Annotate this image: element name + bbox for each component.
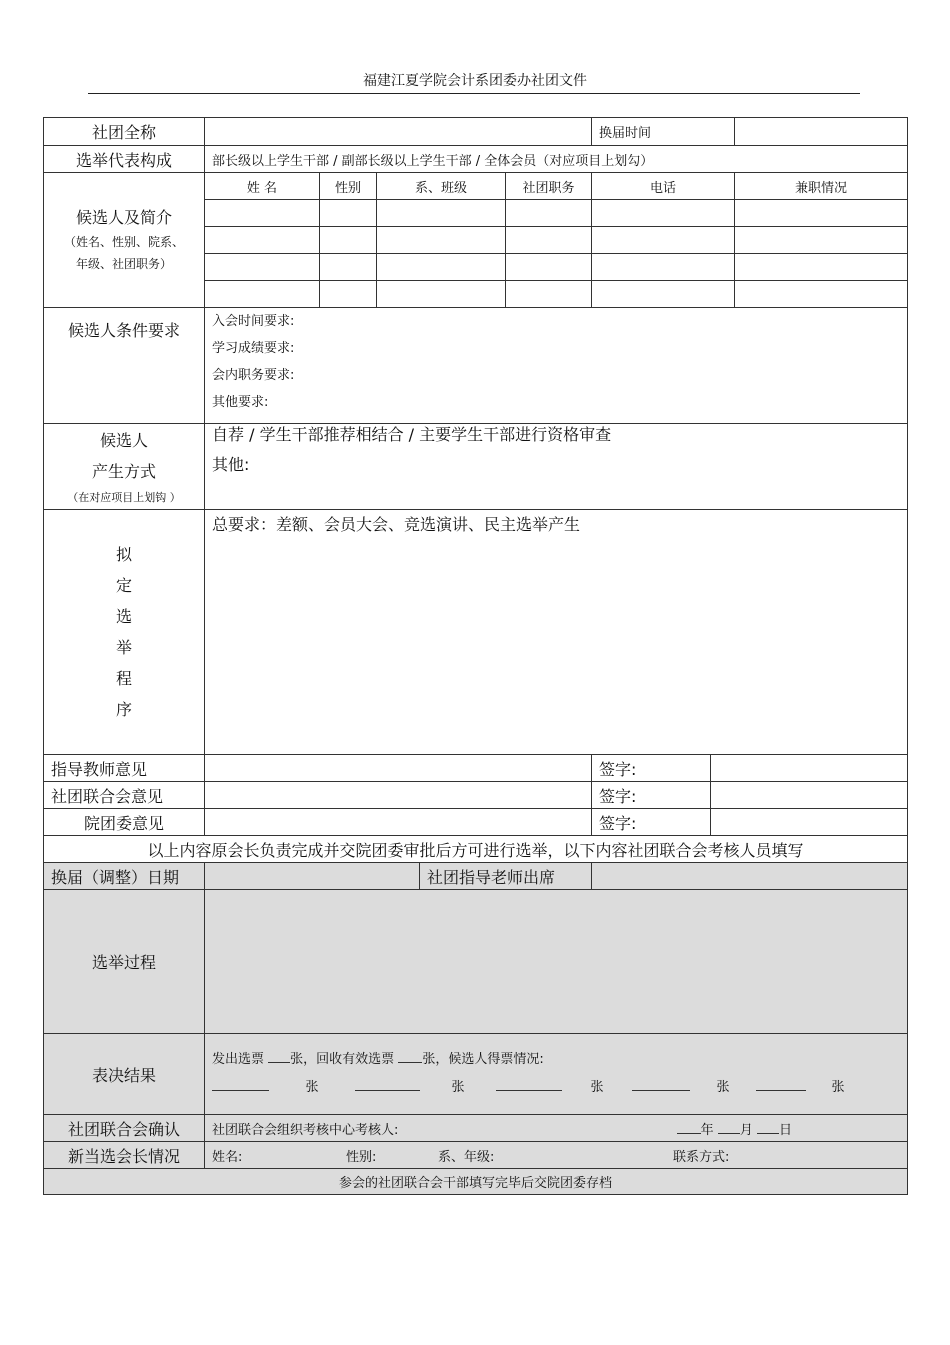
proc-char: 拟 bbox=[115, 545, 132, 564]
cell[interactable] bbox=[205, 200, 320, 227]
vote-blank[interactable] bbox=[268, 1048, 290, 1063]
vote-blank[interactable] bbox=[496, 1076, 562, 1091]
committee-opinion-label: 院团委意见 bbox=[44, 809, 205, 836]
vote-text: 发出选票 bbox=[212, 1052, 265, 1067]
cell[interactable] bbox=[506, 254, 592, 281]
confirm-text: 社团联合会组织考核中心考核人: bbox=[212, 1122, 399, 1138]
cell[interactable] bbox=[205, 281, 320, 308]
vote-blank[interactable] bbox=[355, 1076, 420, 1091]
committee-opinion-input[interactable] bbox=[205, 809, 592, 836]
cell[interactable] bbox=[735, 281, 908, 308]
vote-blank[interactable] bbox=[632, 1076, 690, 1091]
new-dept: 系、年级: bbox=[438, 1149, 495, 1165]
cond-item: 其他要求: bbox=[212, 395, 269, 410]
new-name: 姓名: bbox=[212, 1149, 243, 1165]
cell[interactable] bbox=[205, 227, 320, 254]
vote-label: 表决结果 bbox=[44, 1034, 205, 1115]
vote-unit: 张 bbox=[305, 1080, 319, 1095]
method-other: 其他: bbox=[212, 455, 250, 474]
cond-item: 学习成绩要求: bbox=[212, 341, 295, 356]
cell[interactable] bbox=[377, 281, 506, 308]
cell[interactable] bbox=[320, 200, 377, 227]
union-opinion-input[interactable] bbox=[205, 782, 592, 809]
term-time-label: 换届时间 bbox=[592, 118, 735, 146]
vote-unit: 张 bbox=[590, 1080, 604, 1095]
sign-label: 签字: bbox=[592, 755, 711, 782]
footer-note: 参会的社团联合会干部填写完毕后交院团委存档 bbox=[44, 1169, 908, 1195]
vote-line2 bbox=[212, 1074, 907, 1102]
vote-result[interactable] bbox=[205, 1034, 908, 1115]
date-label: 换届（调整）日期 bbox=[44, 863, 205, 890]
cond-items[interactable] bbox=[205, 308, 908, 424]
proc-char: 序 bbox=[115, 700, 132, 719]
cell[interactable] bbox=[320, 227, 377, 254]
vote-unit: 张 bbox=[451, 1080, 465, 1095]
procedure-label bbox=[44, 510, 205, 755]
proc-char: 定 bbox=[115, 576, 132, 595]
candidates-sub2: 年级、社团职务） bbox=[75, 257, 172, 271]
candidates-label: 候选人及简介 bbox=[75, 208, 172, 227]
sign-input[interactable] bbox=[711, 782, 908, 809]
header-divider bbox=[88, 93, 860, 94]
cell[interactable] bbox=[506, 281, 592, 308]
teacher-attend-input[interactable] bbox=[592, 863, 908, 890]
col-parttime: 兼职情况 bbox=[735, 173, 908, 200]
confirm-cell[interactable] bbox=[205, 1115, 908, 1142]
cell[interactable] bbox=[506, 227, 592, 254]
vote-line1 bbox=[212, 1046, 907, 1074]
col-position: 社团职务 bbox=[506, 173, 592, 200]
month-text: 月 bbox=[739, 1122, 753, 1138]
confirm-label: 社团联合会确认 bbox=[44, 1115, 205, 1142]
date-input[interactable] bbox=[205, 863, 420, 890]
method-options: 自荐 / 学生干部推荐相结合 / 主要学生干部进行资格审查 bbox=[212, 425, 612, 444]
vote-blank[interactable] bbox=[212, 1076, 269, 1091]
cond-label: 候选人条件要求 bbox=[44, 308, 205, 424]
month-blank[interactable] bbox=[718, 1119, 740, 1134]
cell[interactable] bbox=[320, 254, 377, 281]
procedure-text[interactable]: 总要求：差额、会员大会、竞选演讲、民主选举产生 bbox=[205, 510, 908, 755]
election-form bbox=[43, 117, 908, 1195]
union-opinion-label: 社团联合会意见 bbox=[44, 782, 205, 809]
vote-blank[interactable] bbox=[756, 1076, 806, 1091]
cell[interactable] bbox=[735, 254, 908, 281]
new-pres-cell[interactable] bbox=[205, 1142, 908, 1169]
vote-blank[interactable] bbox=[398, 1048, 422, 1063]
col-class: 系、班级 bbox=[377, 173, 506, 200]
method-label1: 候选人 bbox=[99, 430, 148, 450]
term-time-input[interactable] bbox=[735, 118, 908, 146]
proc-char: 程 bbox=[115, 669, 132, 688]
day-blank[interactable] bbox=[757, 1119, 779, 1134]
cond-item: 入会时间要求: bbox=[212, 314, 295, 329]
notice-text: 以上内容原会长负责完成并交院团委审批后方可进行选举，以下内容社团联合会考核人员填写 bbox=[44, 836, 908, 863]
col-phone: 电话 bbox=[592, 173, 735, 200]
col-name: 姓 名 bbox=[205, 173, 320, 200]
cell[interactable] bbox=[592, 200, 735, 227]
teacher-opinion-input[interactable] bbox=[205, 755, 592, 782]
year-text: 年 bbox=[700, 1122, 714, 1138]
cell[interactable] bbox=[592, 227, 735, 254]
sign-label: 签字: bbox=[592, 809, 711, 836]
document-header: 福建江夏学院会计系团委办社团文件 bbox=[363, 73, 587, 89]
col-gender: 性别 bbox=[320, 173, 377, 200]
cell[interactable] bbox=[506, 200, 592, 227]
proc-char: 举 bbox=[115, 638, 132, 657]
vote-text: 张，候选人得票情况: bbox=[422, 1052, 544, 1067]
sign-input[interactable] bbox=[711, 755, 908, 782]
new-gender: 性别: bbox=[346, 1149, 377, 1165]
club-name-input[interactable] bbox=[205, 118, 592, 146]
vote-unit: 张 bbox=[831, 1080, 845, 1095]
method-label-cell bbox=[44, 424, 205, 510]
sign-label: 签字: bbox=[592, 782, 711, 809]
proc-char: 选 bbox=[115, 607, 132, 626]
process-label: 选举过程 bbox=[44, 890, 205, 1034]
sign-input[interactable] bbox=[711, 809, 908, 836]
teacher-opinion-label: 指导教师意见 bbox=[44, 755, 205, 782]
rep-label: 选举代表构成 bbox=[44, 146, 205, 173]
cell[interactable] bbox=[377, 227, 506, 254]
process-input[interactable] bbox=[205, 890, 908, 1034]
candidates-label-cell bbox=[44, 173, 205, 308]
teacher-attend-label: 社团指导老师出席 bbox=[420, 863, 592, 890]
method-options-cell[interactable] bbox=[205, 424, 908, 510]
cell[interactable] bbox=[205, 254, 320, 281]
candidates-sub1: （姓名、性别、院系、 bbox=[63, 235, 184, 249]
vote-text: 张，回收有效选票 bbox=[290, 1052, 395, 1067]
cell[interactable] bbox=[320, 281, 377, 308]
cell[interactable] bbox=[735, 200, 908, 227]
cell[interactable] bbox=[377, 254, 506, 281]
cell[interactable] bbox=[592, 281, 735, 308]
cell[interactable] bbox=[735, 227, 908, 254]
rep-options[interactable]: 部长级以上学生干部 / 副部长级以上学生干部 / 全体会员（对应项目上划勾） bbox=[205, 146, 908, 173]
new-contact: 联系方式: bbox=[673, 1149, 730, 1165]
new-pres-label: 新当选会长情况 bbox=[44, 1142, 205, 1169]
method-label2: 产生方式 bbox=[91, 461, 156, 481]
vote-unit: 张 bbox=[716, 1080, 730, 1095]
cell[interactable] bbox=[592, 254, 735, 281]
club-name-label: 社团全称 bbox=[44, 118, 205, 146]
year-blank[interactable] bbox=[677, 1119, 701, 1134]
method-sub: （在对应项目上划钩 ） bbox=[67, 490, 181, 504]
cell[interactable] bbox=[377, 200, 506, 227]
day-text: 日 bbox=[778, 1122, 792, 1138]
cond-item: 会内职务要求: bbox=[212, 368, 295, 383]
